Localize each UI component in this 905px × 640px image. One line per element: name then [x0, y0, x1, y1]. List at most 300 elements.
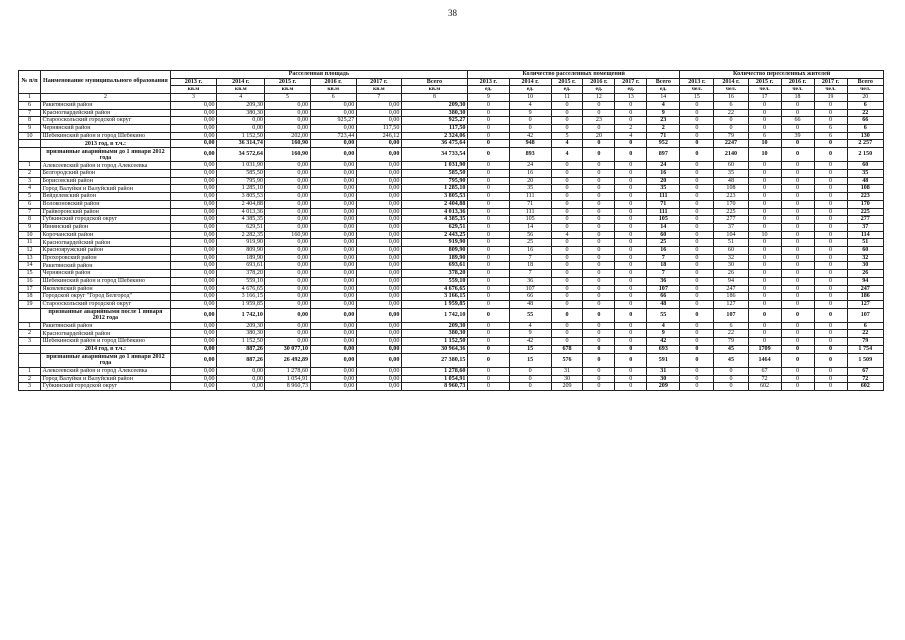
area-value: 795,90 [217, 177, 265, 185]
table-row [19, 109, 884, 117]
header-group-area: Расселенная площадь [170, 71, 467, 79]
area-value: 4 385,35 [401, 216, 467, 224]
row-name: Губкинский городской округ [41, 216, 171, 224]
table-row [19, 239, 884, 247]
rooms-value: 0 [551, 223, 583, 231]
rooms-value: 4 [615, 132, 647, 140]
rooms-value: 4 [647, 322, 680, 330]
rooms-value: 111 [647, 208, 680, 216]
area-value: 0,00 [356, 285, 401, 293]
people-value: 277 [714, 216, 748, 224]
rooms-value: 0 [467, 185, 509, 193]
rooms-value: 0 [583, 200, 615, 208]
people-value: 0 [748, 254, 781, 262]
area-value: 0,00 [170, 124, 216, 132]
rooms-value: 0 [467, 109, 509, 117]
people-value: 0 [814, 170, 847, 178]
table-row [19, 293, 884, 301]
rooms-value: 18 [647, 262, 680, 270]
area-value: 723,44 [310, 132, 356, 140]
rooms-value: 0 [615, 162, 647, 170]
rooms-value: 35 [647, 185, 680, 193]
people-value: 30 [847, 262, 883, 270]
area-value: 0,00 [310, 338, 356, 346]
rooms-value: 0 [615, 375, 647, 383]
header-group-rooms: Количество расселенных помещений [467, 71, 679, 79]
rooms-value: 0 [467, 353, 509, 367]
area-value: 0,00 [356, 109, 401, 117]
area-value: 30 964,36 [401, 345, 467, 353]
people-value: 0 [814, 322, 847, 330]
area-value: 0,00 [217, 367, 265, 375]
page-number: 38 [448, 8, 457, 18]
area-value: 0,00 [310, 330, 356, 338]
row-number: 19 [19, 300, 41, 308]
row-name: Старооскольский городской округ [41, 300, 171, 308]
row-number: 7 [19, 208, 41, 216]
people-value: 0 [814, 367, 847, 375]
header-year: 2013 г. [680, 78, 714, 86]
row-number: 9 [19, 124, 41, 132]
people-value: 0 [781, 200, 814, 208]
area-value: 0,00 [265, 285, 310, 293]
rooms-value: 31 [647, 367, 680, 375]
rooms-value: 5 [551, 132, 583, 140]
rooms-value: 0 [467, 247, 509, 255]
rooms-value: 0 [583, 270, 615, 278]
area-value: 0,00 [170, 223, 216, 231]
people-value: 0 [781, 216, 814, 224]
people-value: 0 [680, 177, 714, 185]
people-value: 0 [781, 148, 814, 162]
header-unit: ед. [551, 86, 583, 94]
area-value: 0,00 [310, 300, 356, 308]
row-name: признанные аварийными после 1 января 2012 года [41, 308, 171, 322]
area-value: 0,00 [310, 383, 356, 391]
people-value: 6 [814, 132, 847, 140]
table-row [19, 162, 884, 170]
rooms-value: 23 [647, 117, 680, 125]
people-value: 0 [781, 308, 814, 322]
rooms-value: 48 [647, 300, 680, 308]
people-value: 0 [814, 117, 847, 125]
area-value: 0,00 [170, 239, 216, 247]
people-value: 0 [781, 177, 814, 185]
people-value: 6 [847, 322, 883, 330]
rooms-value: 30 [647, 375, 680, 383]
people-value: 0 [680, 285, 714, 293]
row-number: 3 [19, 383, 41, 391]
people-value: 0 [680, 300, 714, 308]
rooms-value: 56 [509, 231, 551, 239]
people-value: 66 [847, 117, 883, 125]
header-unit: чел. [814, 86, 847, 94]
area-value: 0,00 [356, 170, 401, 178]
rooms-value: 0 [467, 200, 509, 208]
rooms-value: 48 [509, 300, 551, 308]
area-value: 0,00 [170, 353, 216, 367]
row-number: 6 [19, 200, 41, 208]
people-value: 0 [680, 231, 714, 239]
table-row [19, 185, 884, 193]
rooms-value: 0 [583, 383, 615, 391]
row-number: 2 [19, 375, 41, 383]
row-name: Алексеевский район и город Алексеевка [41, 162, 171, 170]
rooms-value: 0 [509, 383, 551, 391]
people-value: 0 [680, 140, 714, 148]
rooms-value: 0 [467, 277, 509, 285]
area-value: 0,00 [310, 293, 356, 301]
row-number: 7 [19, 109, 41, 117]
area-value: 0,00 [170, 293, 216, 301]
table-row [19, 101, 884, 109]
rooms-value: 893 [509, 148, 551, 162]
area-value: 0,00 [265, 177, 310, 185]
header-year: 2017 г. [615, 78, 647, 86]
people-value: 0 [814, 185, 847, 193]
people-value: 0 [781, 293, 814, 301]
rooms-value: 0 [467, 239, 509, 247]
area-value: 559,10 [401, 277, 467, 285]
people-value: 0 [781, 300, 814, 308]
people-value: 26 [714, 270, 748, 278]
people-value: 51 [847, 239, 883, 247]
area-value: 4 385,35 [217, 216, 265, 224]
rooms-value: 0 [551, 330, 583, 338]
row-number: 12 [19, 247, 41, 255]
rooms-value: 105 [509, 216, 551, 224]
rooms-value: 20 [647, 177, 680, 185]
area-value: 0,00 [265, 162, 310, 170]
people-value: 0 [814, 383, 847, 391]
people-value: 0 [680, 293, 714, 301]
people-value: 72 [847, 375, 883, 383]
people-value: 0 [814, 375, 847, 383]
people-value: 0 [814, 293, 847, 301]
rooms-value: 36 [647, 277, 680, 285]
area-value: 0,00 [170, 277, 216, 285]
people-value: 0 [781, 367, 814, 375]
people-value: 0 [680, 101, 714, 109]
rooms-value: 0 [583, 208, 615, 216]
people-value: 0 [781, 162, 814, 170]
people-value: 45 [714, 353, 748, 367]
rooms-value: 0 [615, 216, 647, 224]
table-row [19, 300, 884, 308]
people-value: 0 [781, 140, 814, 148]
rooms-value: 107 [647, 285, 680, 293]
rooms-value: 0 [551, 162, 583, 170]
area-value: 0,00 [170, 132, 216, 140]
people-value: 0 [814, 262, 847, 270]
rooms-value: 0 [583, 177, 615, 185]
row-number: 5 [19, 193, 41, 201]
rooms-value: 952 [647, 140, 680, 148]
people-value: 0 [814, 109, 847, 117]
rooms-value: 0 [551, 247, 583, 255]
area-value: 1 959,85 [401, 300, 467, 308]
table-row [19, 375, 884, 383]
rooms-value: 0 [551, 293, 583, 301]
row-name: Грайворонский район [41, 208, 171, 216]
area-value: 202,00 [265, 132, 310, 140]
subtotal-row [19, 148, 884, 162]
row-number: 3 [19, 338, 41, 346]
row-name: Красногвардейский район [41, 109, 171, 117]
rooms-value: 0 [615, 140, 647, 148]
row-name: Чернянский район [41, 124, 171, 132]
rooms-value: 66 [647, 293, 680, 301]
rooms-value: 0 [615, 277, 647, 285]
area-value: 809,90 [217, 247, 265, 255]
area-value: 0,00 [356, 162, 401, 170]
area-value: 0,00 [170, 140, 216, 148]
people-value: 32 [714, 254, 748, 262]
people-value: 225 [847, 208, 883, 216]
area-value: 0,00 [170, 101, 216, 109]
table-row [19, 277, 884, 285]
people-value: 0 [814, 223, 847, 231]
row-name: Краснояружский район [41, 247, 171, 255]
area-value: 0,00 [310, 285, 356, 293]
rooms-value: 0 [467, 193, 509, 201]
area-value: 0,00 [356, 322, 401, 330]
table-row [19, 383, 884, 391]
row-name: Борисовский район [41, 177, 171, 185]
rooms-value: 4 [551, 231, 583, 239]
rooms-value: 0 [467, 293, 509, 301]
row-name: Алексеевский район и город Алексеевка [41, 367, 171, 375]
area-value: 1 278,60 [401, 367, 467, 375]
people-value: 94 [714, 277, 748, 285]
people-value: 10 [748, 148, 781, 162]
rooms-value: 30 [551, 375, 583, 383]
row-number: 3 [19, 177, 41, 185]
area-value: 0,00 [310, 109, 356, 117]
header-unit: кв.м [265, 86, 310, 94]
area-value: 0,00 [356, 101, 401, 109]
rooms-value: 7 [509, 254, 551, 262]
rooms-value: 0 [467, 300, 509, 308]
rooms-value: 0 [551, 277, 583, 285]
people-value: 30 [714, 262, 748, 270]
area-value: 0,00 [356, 277, 401, 285]
row-name: Вейделевский район [41, 193, 171, 201]
rooms-value: 4 [551, 148, 583, 162]
people-value: 48 [714, 177, 748, 185]
rooms-value: 0 [583, 367, 615, 375]
people-value: 170 [714, 200, 748, 208]
header-year: 2015 г. [265, 78, 310, 86]
rooms-value: 0 [615, 254, 647, 262]
rooms-value: 0 [467, 231, 509, 239]
people-value: 79 [714, 338, 748, 346]
people-value: 107 [714, 308, 748, 322]
people-value: 0 [814, 270, 847, 278]
rooms-value: 0 [583, 185, 615, 193]
rooms-value: 0 [615, 170, 647, 178]
area-value: 0,00 [217, 383, 265, 391]
rooms-value: 0 [615, 293, 647, 301]
area-value: 117,50 [356, 124, 401, 132]
area-value: 0,00 [265, 277, 310, 285]
subtotal-row [19, 140, 884, 148]
people-value: 0 [814, 200, 847, 208]
rooms-value: 20 [583, 132, 615, 140]
area-value: 0,00 [310, 193, 356, 201]
row-name: Городской округ "Город Белгород" [41, 293, 171, 301]
column-index: 12 [583, 94, 615, 102]
rooms-value: 0 [467, 262, 509, 270]
rooms-value: 60 [647, 231, 680, 239]
area-value: 585,50 [401, 170, 467, 178]
rooms-value: 4 [509, 101, 551, 109]
area-value: 585,50 [217, 170, 265, 178]
rooms-value: 0 [467, 216, 509, 224]
area-value: 0,00 [170, 375, 216, 383]
header-year: 2015 г. [748, 78, 781, 86]
people-value: 22 [847, 330, 883, 338]
rooms-value: 9 [647, 330, 680, 338]
area-value: 4 676,65 [401, 285, 467, 293]
rooms-value: 0 [583, 375, 615, 383]
rooms-value: 24 [509, 162, 551, 170]
people-value: 0 [781, 330, 814, 338]
people-value: 0 [748, 239, 781, 247]
people-value: 0 [781, 193, 814, 201]
row-name: Красногвардейский район [41, 330, 171, 338]
area-value: 1 285,10 [401, 185, 467, 193]
area-value: 0,00 [310, 140, 356, 148]
area-value: 0,00 [217, 117, 265, 125]
area-value: 160,90 [265, 148, 310, 162]
header-unit: кв.м [170, 86, 216, 94]
area-value: 0,00 [265, 170, 310, 178]
area-value: 0,00 [265, 101, 310, 109]
rooms-value: 0 [467, 367, 509, 375]
people-value: 10 [748, 140, 781, 148]
area-value: 0,00 [170, 254, 216, 262]
people-value: 0 [680, 185, 714, 193]
header-year: Всего [847, 78, 883, 86]
rooms-value: 0 [467, 208, 509, 216]
rooms-value: 15 [509, 345, 551, 353]
header-year: 2016 г. [583, 78, 615, 86]
people-value: 0 [680, 223, 714, 231]
rooms-value: 0 [615, 345, 647, 353]
people-value: 0 [680, 322, 714, 330]
people-value: 0 [680, 308, 714, 322]
area-value: 1 054,91 [401, 375, 467, 383]
column-index: 16 [714, 94, 748, 102]
area-value: 36 314,74 [217, 140, 265, 148]
area-value: 380,30 [217, 109, 265, 117]
people-value: 0 [680, 345, 714, 353]
rooms-value: 0 [615, 200, 647, 208]
area-value: 0,00 [356, 231, 401, 239]
rooms-value: 0 [615, 367, 647, 375]
area-value: 34 572,64 [217, 148, 265, 162]
rooms-value: 0 [551, 285, 583, 293]
people-value: 0 [814, 277, 847, 285]
people-value: 0 [748, 308, 781, 322]
rooms-value: 0 [551, 308, 583, 322]
people-value: 35 [847, 170, 883, 178]
area-value: 4 013,36 [217, 208, 265, 216]
area-value: 0,00 [217, 375, 265, 383]
header-unit: чел. [748, 86, 781, 94]
header-num: № п/п [19, 71, 41, 94]
area-value: 160,90 [265, 140, 310, 148]
rooms-value: 71 [647, 132, 680, 140]
people-value: 223 [847, 193, 883, 201]
rooms-value: 14 [647, 223, 680, 231]
row-number: 4 [19, 185, 41, 193]
header-unit: кв.м [401, 86, 467, 94]
people-value: 0 [748, 177, 781, 185]
rooms-value: 0 [615, 231, 647, 239]
area-value: 0,00 [265, 338, 310, 346]
people-value: 0 [781, 270, 814, 278]
area-value: 380,30 [217, 330, 265, 338]
people-value: 247 [714, 285, 748, 293]
area-value: 3 805,53 [217, 193, 265, 201]
rooms-value: 0 [551, 101, 583, 109]
rooms-value: 31 [551, 367, 583, 375]
area-value: 0,00 [356, 270, 401, 278]
header-year: 2016 г. [781, 78, 814, 86]
area-value: 0,00 [310, 322, 356, 330]
people-value: 0 [748, 124, 781, 132]
header-unit: ед. [615, 86, 647, 94]
area-value: 2 324,06 [401, 132, 467, 140]
area-value: 0,00 [356, 247, 401, 255]
people-value: 0 [748, 330, 781, 338]
rooms-value: 0 [583, 338, 615, 346]
area-value: 1 031,90 [217, 162, 265, 170]
header-year: Всего [401, 78, 467, 86]
people-value: 0 [680, 148, 714, 162]
rooms-value: 0 [615, 308, 647, 322]
rooms-value: 0 [467, 270, 509, 278]
area-value: 0,00 [310, 345, 356, 353]
subtotal-row [19, 308, 884, 322]
people-value: 60 [847, 162, 883, 170]
people-value: 1 754 [847, 345, 883, 353]
header-unit: чел. [714, 86, 748, 94]
area-value: 0,00 [310, 247, 356, 255]
area-value: 0,00 [356, 148, 401, 162]
rooms-value: 0 [615, 109, 647, 117]
rooms-value: 0 [551, 338, 583, 346]
column-index: 18 [781, 94, 814, 102]
table-row [19, 208, 884, 216]
area-value: 0,00 [356, 345, 401, 353]
rooms-value: 0 [551, 322, 583, 330]
area-value: 693,61 [401, 262, 467, 270]
people-value: 0 [814, 345, 847, 353]
area-value: 0,00 [310, 101, 356, 109]
rooms-value: 0 [467, 177, 509, 185]
area-value: 925,27 [310, 117, 356, 125]
rooms-value: 2 [615, 124, 647, 132]
column-index: 17 [748, 94, 781, 102]
area-value: 0,00 [170, 117, 216, 125]
row-number: 11 [19, 239, 41, 247]
area-value: 30 077,10 [265, 345, 310, 353]
area-value: 0,00 [170, 247, 216, 255]
area-value: 0,00 [170, 322, 216, 330]
